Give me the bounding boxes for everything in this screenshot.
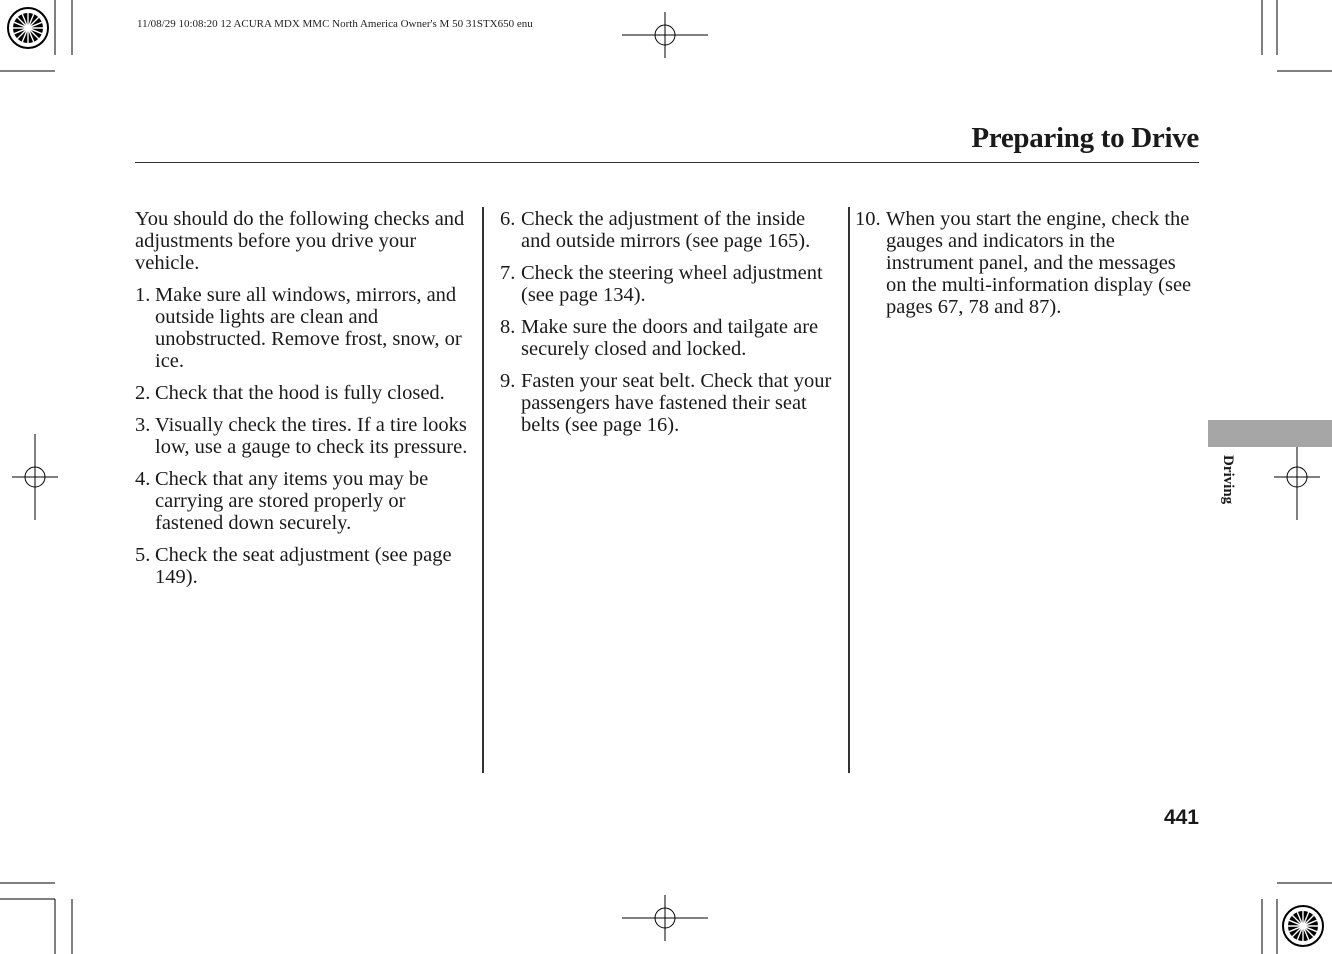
item-number: 6. — [500, 208, 516, 230]
item-number: 5. — [135, 544, 151, 566]
page-number: 441 — [1163, 806, 1199, 829]
section-tab-label: Driving — [1220, 455, 1236, 505]
list-item — [500, 208, 836, 252]
item-text: Make sure the doors and tailgate are securely closed and locked. — [521, 316, 819, 360]
item-text: Visually check the tires. If a tire looks low, use a gauge to check its pressure. — [155, 414, 468, 458]
list-item — [500, 370, 836, 436]
item-number: 2. — [135, 382, 151, 404]
item-text: Check the adjustment of the inside and outside mirrors (see page 165). — [521, 208, 811, 252]
column-right — [855, 208, 1197, 328]
list-item — [135, 382, 470, 404]
title-rule — [135, 162, 1199, 163]
column-middle — [500, 208, 836, 446]
list-item — [135, 284, 470, 372]
item-number: 7. — [500, 262, 516, 284]
item-text: Check that the hood is fully closed. — [155, 382, 445, 404]
item-text: Fasten your seat belt. Check that your passengers have fastened their seat belts (see page 16). — [521, 370, 832, 436]
item-number: 1. — [135, 284, 151, 306]
column-divider — [482, 207, 484, 773]
list-item — [135, 544, 470, 588]
star-target-top-left — [8, 8, 48, 48]
item-text: Check the steering wheel adjustment (see page 134). — [521, 262, 823, 306]
print-slug: 11/08/29 10:08:20 12 ACURA MDX MMC North America Owner's M 50 31STX650 enu — [137, 18, 533, 30]
item-number: 9. — [500, 370, 516, 392]
page-title: Preparing to Drive — [971, 122, 1199, 154]
column-divider — [848, 207, 850, 773]
item-number: 3. — [135, 414, 151, 436]
item-text: When you start the engine, check the gauges and indicators in the instrument panel, and the messages on the multi-information display (see pages 67, 78 and 87). — [886, 208, 1192, 318]
item-number: 8. — [500, 316, 516, 338]
list-item — [135, 468, 470, 534]
item-text: Check the seat adjustment (see page 149). — [155, 544, 452, 588]
star-target-bottom-right — [1283, 906, 1323, 946]
item-text: Make sure all windows, mirrors, and outside lights are clean and unobstructed. Remove frost, snow, or ice. — [155, 284, 462, 372]
item-number: 4. — [135, 468, 151, 490]
column-left — [135, 208, 470, 598]
list-item — [500, 262, 836, 306]
item-text: Check that any items you may be carrying are stored properly or fastened down securely. — [155, 468, 429, 534]
item-number: 10. — [855, 208, 881, 230]
section-tab — [1208, 420, 1332, 447]
list-item — [855, 208, 1197, 318]
intro-paragraph: You should do the following checks and adjustments before you drive your vehicle. — [135, 208, 465, 274]
list-item — [500, 316, 836, 360]
list-item — [135, 414, 470, 458]
